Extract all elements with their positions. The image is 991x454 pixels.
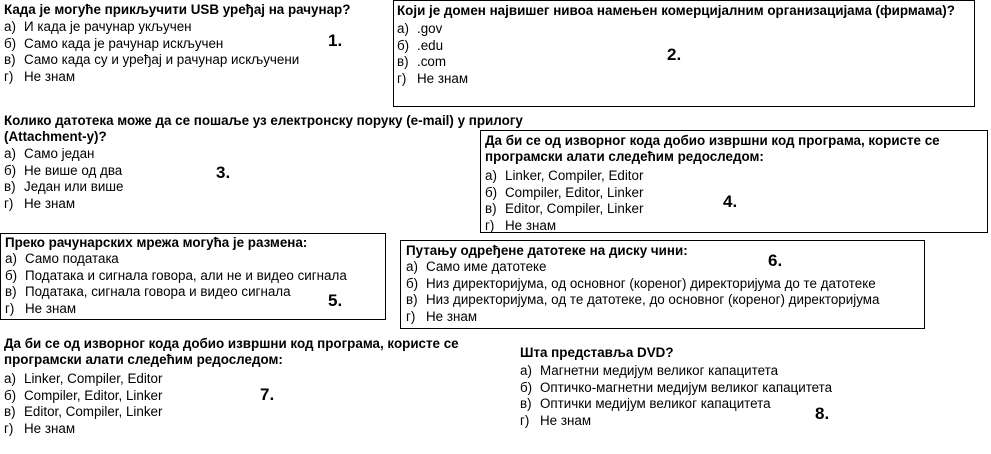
- answer-d: г) Не знам: [5, 300, 77, 316]
- question-text: Шта представља DVD?: [520, 345, 674, 360]
- answer-c: в) Података, сигнала говора и видео сигнала: [5, 284, 291, 300]
- question-number: 7.: [260, 385, 275, 404]
- question-6: [400, 240, 925, 329]
- answer-a: а) Linker, Compiler, Editor: [485, 168, 644, 183]
- answer-d: г) Не знам: [4, 420, 76, 436]
- answer-b: б) Compiler, Editor, Linker: [4, 387, 163, 403]
- answer-b: б) Низ директоријума, од основног (кореног) директоријума до те датотеке: [406, 275, 876, 291]
- answer-d: г) Не знам: [4, 68, 76, 84]
- question-text: Да би се од изворног кода добио извршни код програма, користе се програмски алати следећим редоследом:: [4, 336, 459, 367]
- answer-c: в) Низ директоријума, од те датотеке, до основног (кореног) директоријума: [406, 292, 880, 308]
- question-2: [393, 0, 975, 107]
- answer-d: г) Не знам: [406, 308, 478, 324]
- answer-d: г) Не знам: [520, 412, 592, 428]
- answer-b: б) Оптичко-магнетни медијум великог капацитета: [520, 379, 833, 395]
- question-number: 2.: [667, 45, 682, 64]
- answer-d: г) Не знам: [4, 195, 76, 211]
- answer-d: г) Не знам: [397, 70, 469, 86]
- answer-a: а) И када је рачунар укључен: [4, 19, 192, 34]
- answer-c: в) Оптички медијум великог капацитета: [520, 396, 771, 412]
- answer-a: а) Само име датотеке: [406, 259, 547, 274]
- question-4: [480, 130, 988, 233]
- answer-c: в) Само када су и уређај и рачунар искључени: [4, 52, 300, 68]
- answer-b: б) Не више од два: [4, 162, 123, 178]
- question-text: Путању одређене датотеке на диску чини:: [406, 243, 688, 258]
- question-text: Да би се од изворног кода добио извршни код програма, користе се програмски алати следећим редоследом:: [485, 133, 940, 164]
- answer-d: г) Не знам: [485, 217, 557, 233]
- question-number: 6.: [768, 251, 783, 270]
- answer-a: а) Linker, Compiler, Editor: [4, 371, 163, 386]
- answer-a: а) Само податакa: [5, 251, 119, 266]
- answer-c: в) Editor, Compiler, Linker: [485, 201, 644, 217]
- question-number: 3.: [216, 163, 231, 182]
- question-number: 8.: [815, 404, 830, 423]
- answer-c: в) .com: [397, 54, 447, 70]
- question-text: Преко рачунарских мрежа могућа је размена:: [5, 235, 308, 250]
- answer-a: а) Само један: [4, 146, 95, 161]
- question-number: 1.: [328, 31, 343, 50]
- answer-a: а) Магнетни медијум великог капацитета: [520, 363, 779, 378]
- answer-b: б) .edu: [397, 37, 444, 53]
- answer-a: а) .gov: [397, 21, 443, 36]
- answer-b: б) Compiler, Editor, Linker: [485, 184, 644, 200]
- answer-b: б) Само када је рачунар искључен: [4, 35, 224, 51]
- question-7: [4, 336, 514, 437]
- answer-c: в) Један или више: [4, 179, 124, 195]
- answer-c: в) Editor, Compiler, Linker: [4, 404, 163, 420]
- answer-b: б) Података и сигнала говора, али не и видео сигнала: [5, 267, 347, 283]
- question-text: Када је могуће прикључити USB уређај на рачунар?: [4, 2, 351, 17]
- question-number: 4.: [723, 192, 738, 211]
- question-text: Колико датотека може да се пошаље уз електронску поруку (e-mail) у прилогу (Attachment-у)?: [4, 113, 523, 144]
- question-number: 5.: [328, 291, 343, 310]
- question-text: Који је домен највишег нивоа намењен комерцијалним организацијама (фирмама)?: [397, 3, 955, 18]
